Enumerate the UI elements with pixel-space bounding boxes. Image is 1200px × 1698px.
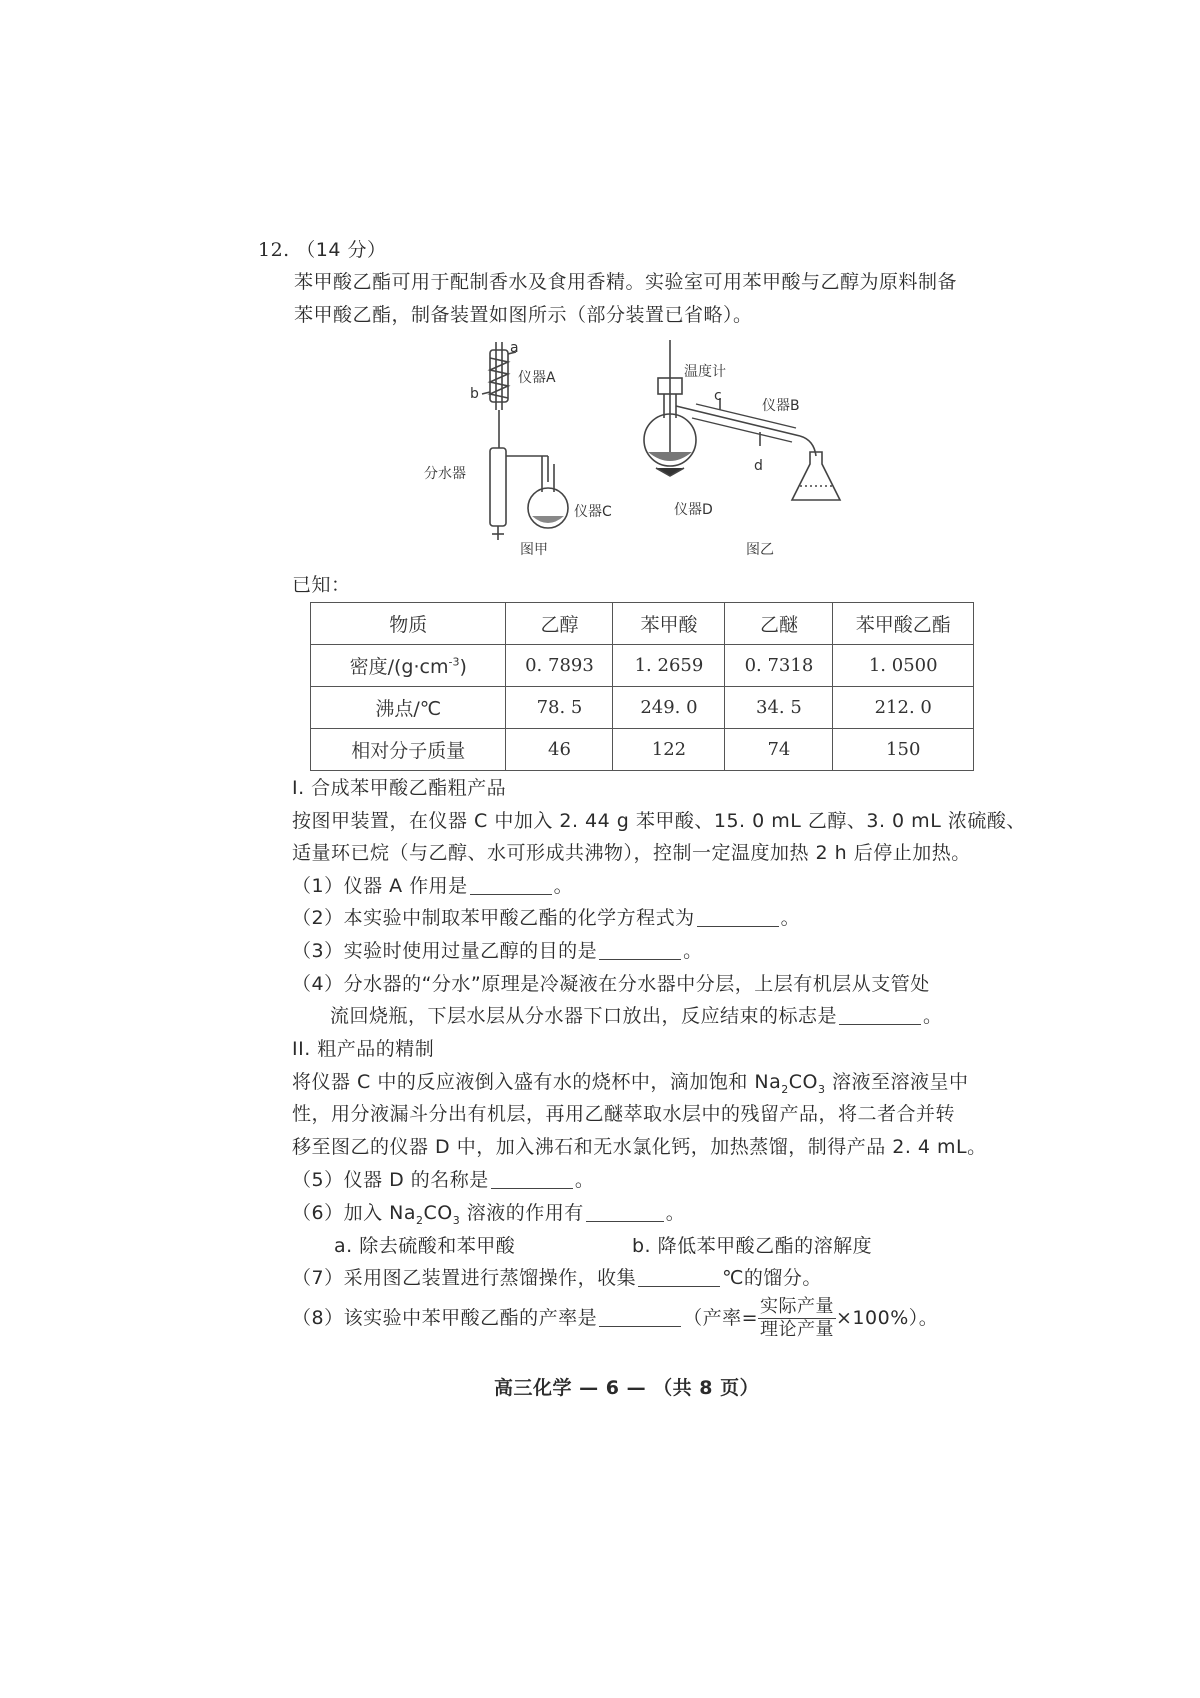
question-7 <box>292 1266 822 1290</box>
label-d: d <box>754 458 763 474</box>
table-cell: 相对分子质量 <box>311 729 506 771</box>
part2-paragraph-2: 性，用分液漏斗分出有机层，再用乙醚萃取水层中的残留产品，将二者合并转 <box>292 1103 956 1125</box>
thermometer <box>658 340 682 452</box>
table-cell: 乙醚 <box>725 603 833 645</box>
question-number: 12. <box>258 239 290 261</box>
fraction-denominator: 理论产量 <box>760 1319 835 1340</box>
part2-p1-a: 将仪器 C 中的反应液倒入盛有水的烧杯中，滴加饱和 Na <box>292 1071 782 1093</box>
question-header <box>258 238 386 262</box>
question-5-text: （5）仪器 D 的名称是 <box>292 1169 489 1191</box>
part2-paragraph-1 <box>292 1070 969 1102</box>
fraction-numerator: 实际产量 <box>760 1296 835 1317</box>
properties-table <box>310 602 974 771</box>
answer-blank-7[interactable] <box>638 1270 720 1287</box>
part2-p1-b: CO <box>788 1071 818 1093</box>
answer-blank-3[interactable] <box>599 943 681 960</box>
question-4-line-1: （4）分水器的“分水”原理是冷凝液在分水器中分层，上层有机层从支管处 <box>292 973 930 995</box>
table-row <box>311 729 974 771</box>
question-2-end: 。 <box>780 907 801 929</box>
question-6-c: 溶液的作用有 <box>460 1202 584 1224</box>
option-a: a. 除去硫酸和苯甲酸 <box>334 1235 516 1257</box>
question-6-sub3: 3 <box>452 1213 461 1227</box>
yield-fraction <box>758 1296 836 1341</box>
label-separator: 分水器 <box>424 466 466 482</box>
density-label-end: ) <box>459 656 467 678</box>
part1-paragraph-1: 按图甲装置，在仪器 C 中加入 2. 44 g 苯甲酸、15. 0 mL 乙醇、3. 0 mL 浓硫酸、 <box>292 810 1026 832</box>
table-cell: 沸点/℃ <box>311 687 506 729</box>
density-label: 密度/(g·cm <box>349 656 449 678</box>
answer-blank-5[interactable] <box>491 1172 573 1189</box>
table-cell: 249. 0 <box>613 687 725 729</box>
question-8-end: ×100%）。 <box>836 1307 939 1329</box>
answer-blank-2[interactable] <box>697 910 779 927</box>
question-7-text: （7）采用图乙装置进行蒸馏操作，收集 <box>292 1267 637 1289</box>
density-label-sup: -3 <box>448 655 460 669</box>
caption-left: 图甲 <box>520 542 548 558</box>
table-cell: 212. 0 <box>833 687 974 729</box>
part1-title: I. 合成苯甲酸乙酯粗产品 <box>292 777 507 799</box>
label-b: b <box>470 386 479 402</box>
intro-line-2: 苯甲酸乙酯，制备装置如图所示（部分装置已省略）。 <box>294 304 753 326</box>
label-a: a <box>510 340 519 356</box>
label-thermometer: 温度计 <box>684 364 726 380</box>
question-2-text: （2）本实验中制取苯甲酸乙酯的化学方程式为 <box>292 907 695 929</box>
part2-p1-sub3: 3 <box>817 1082 826 1096</box>
answer-blank-6[interactable] <box>586 1205 664 1222</box>
part2-title: II. 粗产品的精制 <box>292 1038 435 1060</box>
conical-flask <box>792 452 840 500</box>
question-5 <box>292 1168 594 1192</box>
part2-paragraph-3: 移至图乙的仪器 D 中，加入沸石和无水氯化钙，加热蒸馏，制得产品 2. 4 mL。 <box>292 1136 987 1158</box>
question-8-paren: （产率= <box>683 1307 759 1329</box>
question-4-text: 流回烧瓶，下层水层从分水器下口放出，反应结束的标志是 <box>330 1005 838 1027</box>
table-row <box>311 687 974 729</box>
apparatus-figure <box>420 340 880 562</box>
table-row <box>311 645 974 687</box>
label-instrument-a: 仪器A <box>518 370 556 386</box>
label-instrument-b: 仪器B <box>762 398 800 414</box>
question-6-end: 。 <box>665 1202 686 1224</box>
question-6-a: （6）加入 Na <box>292 1202 416 1224</box>
table-cell: 1. 0500 <box>833 645 974 687</box>
table-cell: 0. 7893 <box>506 645 613 687</box>
table-row <box>311 603 974 645</box>
table-cell: 苯甲酸 <box>613 603 725 645</box>
answer-blank-8[interactable] <box>599 1310 681 1327</box>
table-cell: 0. 7318 <box>725 645 833 687</box>
question-2 <box>292 906 800 930</box>
question-1-text: （1）仪器 A 作用是 <box>292 875 468 897</box>
table-cell: 78. 5 <box>506 687 613 729</box>
question-1 <box>292 874 573 898</box>
label-instrument-d: 仪器D <box>674 502 713 518</box>
table-cell: 46 <box>506 729 613 771</box>
question-8-text: （8）该实验中苯甲酸乙酯的产率是 <box>292 1307 598 1329</box>
table-cell: 1. 2659 <box>613 645 725 687</box>
answer-blank-4[interactable] <box>839 1008 921 1025</box>
question-3 <box>292 939 703 963</box>
option-b: b. 降低苯甲酸乙酯的溶解度 <box>632 1235 873 1257</box>
answer-blank-1[interactable] <box>470 878 552 895</box>
part2-p1-c: 溶液至溶液呈中 <box>825 1071 969 1093</box>
caption-right: 图乙 <box>746 542 774 558</box>
question-4-line-2 <box>330 1004 943 1028</box>
question-6 <box>292 1201 685 1233</box>
table-cell: 物质 <box>311 603 506 645</box>
known-label: 已知： <box>292 574 351 596</box>
part2-p1-sub2: 2 <box>781 1082 789 1096</box>
table-cell: 74 <box>725 729 833 771</box>
intro-line-1: 苯甲酸乙酯可用于配制香水及食用香精。实验室可用苯甲酸与乙醇为原料制备 <box>294 271 958 293</box>
question-points: （14 分） <box>296 239 387 261</box>
table-cell: 122 <box>613 729 725 771</box>
label-instrument-c: 仪器C <box>574 504 612 520</box>
question-5-end: 。 <box>574 1169 595 1191</box>
question-8 <box>292 1296 938 1341</box>
label-c: c <box>714 388 722 404</box>
table-cell: 34. 5 <box>725 687 833 729</box>
question-1-end: 。 <box>553 875 574 897</box>
table-cell <box>311 645 506 687</box>
question-6-b: CO <box>423 1202 453 1224</box>
question-3-end: 。 <box>683 940 703 962</box>
table-cell: 150 <box>833 729 974 771</box>
question-7-end: ℃的馏分。 <box>722 1267 822 1289</box>
question-4-end: 。 <box>923 1005 943 1027</box>
question-3-text: （3）实验时使用过量乙醇的目的是 <box>292 940 598 962</box>
page-footer: 高三化学 — 6 — （共 8 页） <box>494 1377 760 1399</box>
table-cell: 乙醇 <box>506 603 613 645</box>
table-cell: 苯甲酸乙酯 <box>833 603 974 645</box>
question-6-sub2: 2 <box>415 1213 424 1227</box>
part1-paragraph-2: 适量环已烷（与乙醇、水可形成共沸物），控制一定温度加热 2 h 后停止加热。 <box>292 842 971 864</box>
